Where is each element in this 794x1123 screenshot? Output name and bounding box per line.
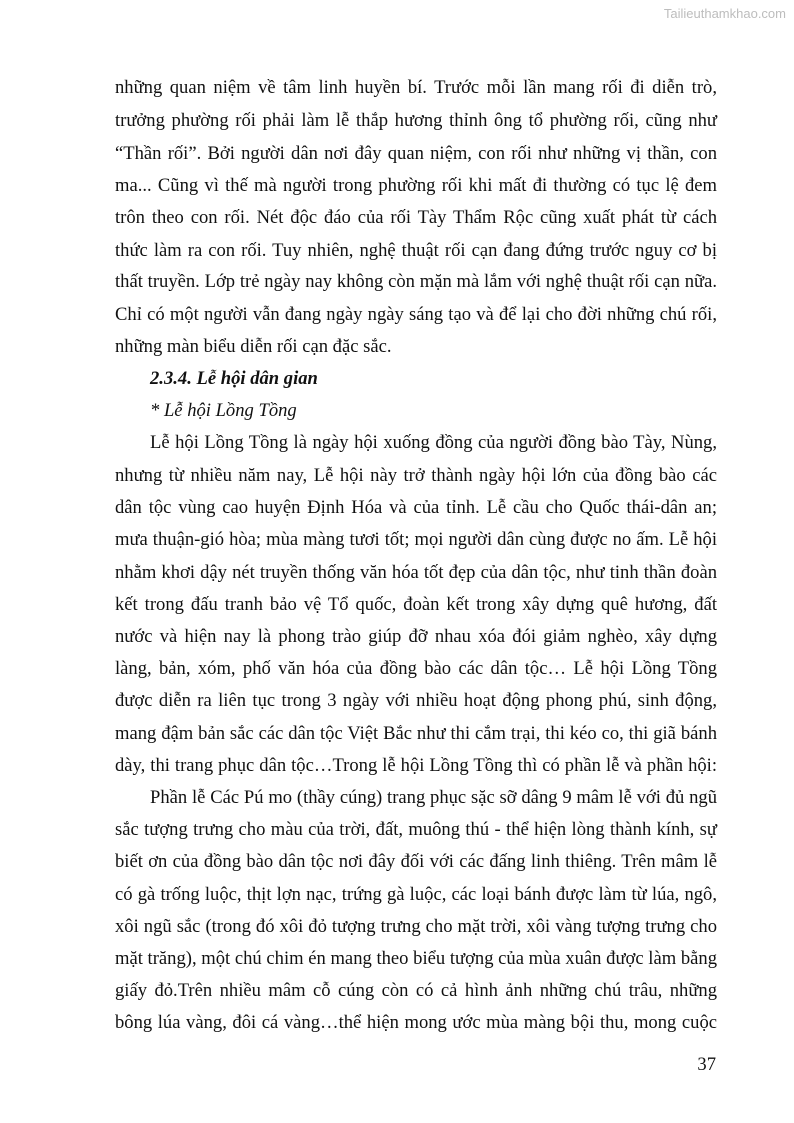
text-line: nhưng từ nhiều năm nay, Lễ hội này trở thành ngày hội lớn của đồng bào các (115, 465, 717, 486)
page-number: 37 (697, 1054, 716, 1075)
text-line: kết trong đấu tranh bảo vệ Tổ quốc, đoàn kết trong xây dựng quê hương, đất (115, 594, 717, 615)
text-line: mang đậm bản sắc các dân tộc Việt Bắc như thi cắm trại, thi kéo co, thi giã bánh (115, 723, 717, 744)
subsection-heading: * Lễ hội Lồng Tồng (150, 400, 297, 421)
text-line: sắc tượng trưng cho màu của trời, đất, muông thú - thể hiện lòng thành kính, sự (115, 819, 717, 840)
text-line: thức làm ra con rối. Tuy nhiên, nghệ thuật rối cạn đang đứng trước nguy cơ bị (115, 240, 717, 261)
text-line: những quan niệm về tâm linh huyền bí. Trước mỗi lần mang rối đi diễn trò, (115, 77, 717, 98)
text-line: bông lúa vàng, đôi cá vàng…thể hiện mong ước mùa màng bội thu, mong cuộc (115, 1012, 717, 1033)
text-line: nhằm khơi dậy nét truyền thống văn hóa tốt đẹp của dân tộc, như tinh thần đoàn (115, 562, 717, 583)
section-heading: 2.3.4. Lễ hội dân gian (150, 368, 318, 389)
text-line: ma... Cũng vì thế mà người trong phường rối khi mất đi thường có tục lệ đem (115, 175, 717, 196)
text-line: Chỉ có một người vẫn đang ngày ngày sáng tạo và để lại cho đời những chú rối, (115, 304, 717, 325)
text-line: Phần lễ Các Pú mo (thầy cúng) trang phục sặc sỡ dâng 9 mâm lễ với đủ ngũ (150, 787, 717, 808)
text-line: mưa thuận-gió hòa; mùa màng tươi tốt; mọi người dân cùng được no ấm. Lễ hội (115, 529, 717, 550)
text-line: có gà trống luộc, thịt lợn nạc, trứng gà luộc, các loại bánh được làm từ lúa, ngô, (115, 884, 717, 905)
text-line: “Thần rối”. Bởi người dân nơi đây quan niệm, con rối như những vị thần, con (115, 143, 717, 164)
text-line: dày, thi trang phục dân tộc…Trong lễ hội Lồng Tồng thì có phần lễ và phần hội: (115, 755, 717, 776)
text-line: giấy đỏ.Trên nhiều mâm cỗ cúng còn có cả hình ảnh những chú trâu, những (115, 980, 717, 1001)
text-line: làng, bản, xóm, phố văn hóa của đồng bào các dân tộc… Lễ hội Lồng Tồng (115, 658, 717, 679)
text-line: mặt trăng), một chú chim én mang theo biểu tượng của mùa xuân được làm bằng (115, 948, 717, 969)
text-line: xôi ngũ sắc (trong đó xôi đỏ tượng trưng cho mặt trời, xôi vàng tượng trưng cho (115, 916, 717, 937)
text-line: trưởng phường rối phải làm lễ thắp hương thỉnh ông tổ phường rối, cũng như (115, 110, 717, 131)
watermark: Tailieuthamkhao.com (663, 6, 786, 21)
text-line: thất truyền. Lớp trẻ ngày nay không còn mặn mà lắm với nghệ thuật rối cạn nữa. (115, 271, 717, 292)
text-line: trôn theo con rối. Nét độc đáo của rối Tày Thẩm Rộc cũng xuất phát từ cách (115, 207, 717, 228)
text-line: dân tộc vùng cao huyện Định Hóa và của tỉnh. Lễ cầu cho Quốc thái-dân an; (115, 497, 717, 518)
text-line: biết ơn của đồng bào dân tộc nơi đây đối với các đấng linh thiêng. Trên mâm lễ (115, 851, 717, 872)
text-line: được diễn ra liên tục trong 3 ngày với nhiều hoạt động phong phú, sinh động, (115, 690, 717, 711)
text-line: những màn biểu diễn rối cạn đặc sắc. (115, 336, 392, 357)
text-line: nước và hiện nay là phong trào giúp đỡ nhau xóa đói giảm nghèo, xây dựng (115, 626, 717, 647)
text-line: Lễ hội Lồng Tồng là ngày hội xuống đồng của người đồng bào Tày, Nùng, (150, 432, 717, 453)
